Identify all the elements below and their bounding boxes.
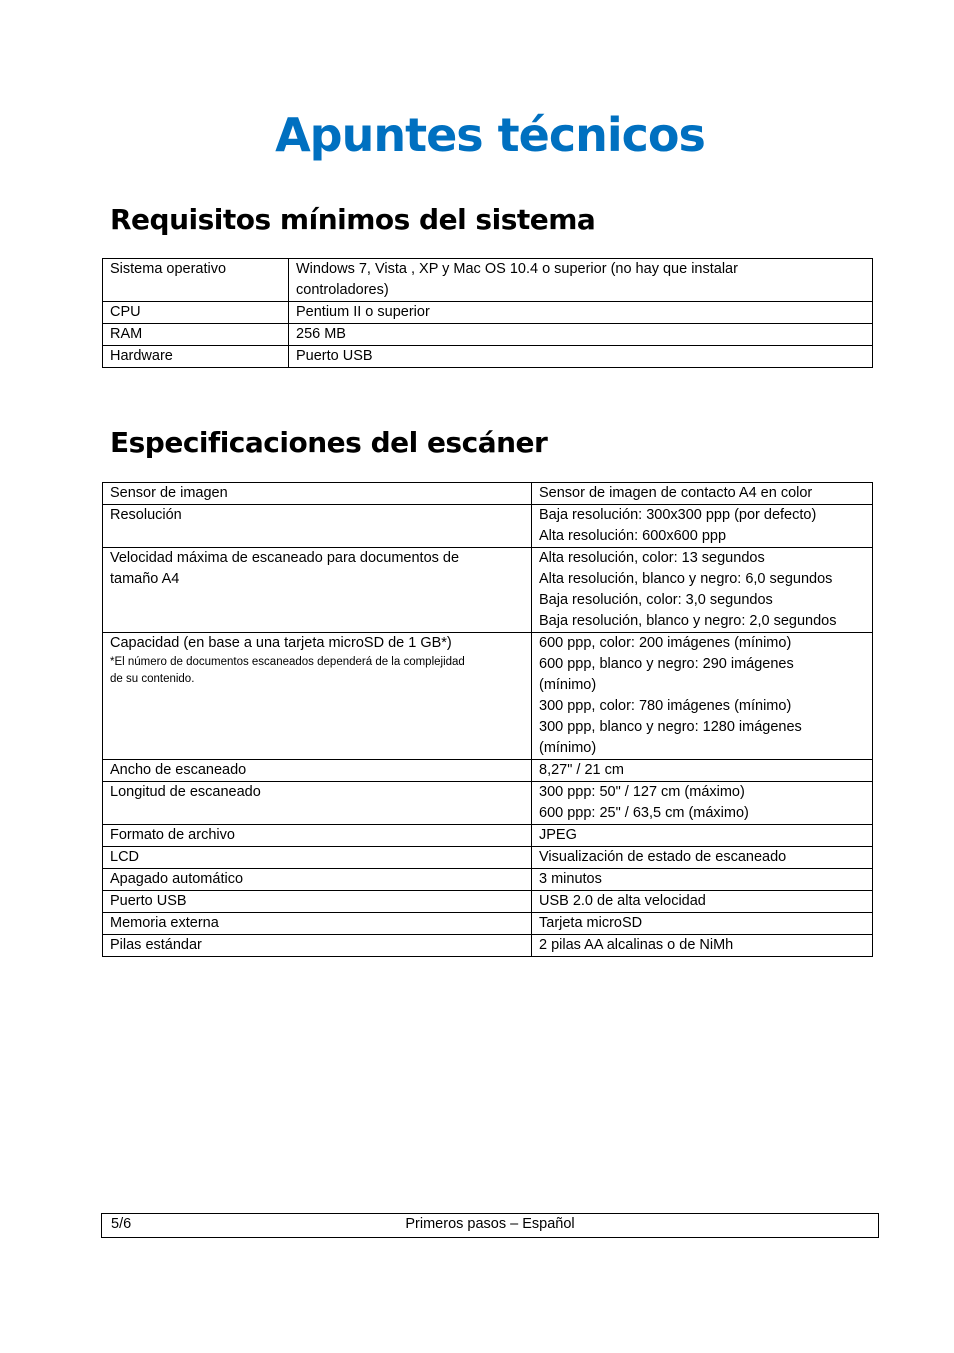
- value-line: 300 ppp, color: 780 imágenes (mínimo): [539, 698, 792, 714]
- row-label: [103, 847, 532, 869]
- label-line: Ancho de escaneado: [110, 762, 247, 778]
- row-label: [103, 891, 532, 913]
- page-number: 5/6: [111, 1216, 132, 1232]
- label-line: Longitud de escaneado: [110, 784, 261, 800]
- label-line: Formato de archivo: [110, 827, 235, 843]
- table-row: [103, 324, 873, 346]
- row-label: [103, 505, 532, 548]
- label-line: Puerto USB: [110, 893, 187, 909]
- row-label: [103, 782, 532, 825]
- label-line: Sensor de imagen: [110, 485, 228, 501]
- table-row: [103, 913, 873, 935]
- table-row: [103, 869, 873, 891]
- row-label: [103, 548, 532, 633]
- footnote-line: de su contenido.: [110, 673, 195, 685]
- page-footer: [101, 1213, 879, 1238]
- row-label: Hardware: [103, 346, 289, 368]
- requirements-table: [102, 258, 873, 368]
- value-line: Baja resolución, blanco y negro: 2,0 segundos: [539, 613, 837, 629]
- value-line: Baja resolución: 300x300 ppp (por defecto): [539, 507, 817, 523]
- row-label: [103, 825, 532, 847]
- row-label: CPU: [103, 302, 289, 324]
- value-line: Alta resolución, blanco y negro: 6,0 segundos: [539, 571, 833, 587]
- row-value: [532, 633, 873, 760]
- row-value: [289, 302, 873, 324]
- row-value: [532, 548, 873, 633]
- value-line: Visualización de estado de escaneado: [539, 849, 787, 865]
- row-value: [532, 505, 873, 548]
- value-line: Baja resolución, color: 3,0 segundos: [539, 592, 773, 608]
- table-row: [103, 847, 873, 869]
- row-value: [289, 324, 873, 346]
- label-line: Pilas estándar: [110, 937, 202, 953]
- label-line: Resolución: [110, 507, 182, 523]
- table-row: [103, 935, 873, 957]
- label-line: tamaño A4: [110, 571, 180, 587]
- row-value: [532, 782, 873, 825]
- table-row: [103, 760, 873, 782]
- value-line: Windows 7, Vista , XP y Mac OS 10.4 o superior (no hay que instalar: [296, 261, 738, 277]
- table-row: [103, 891, 873, 913]
- label-line: Capacidad (en base a una tarjeta microSD de 1 GB*): [110, 635, 452, 651]
- value-line: 600 ppp, blanco y negro: 290 imágenes: [539, 656, 794, 672]
- footnote-line: *El número de documentos escaneados dependerá de la complejidad: [110, 656, 465, 668]
- page-title: Apuntes técnicos: [275, 108, 705, 162]
- value-line: (mínimo): [539, 740, 597, 756]
- row-value: [532, 891, 873, 913]
- value-line: 3 minutos: [539, 871, 602, 887]
- row-value: [532, 869, 873, 891]
- footer-title: Primeros pasos – Español: [405, 1216, 575, 1232]
- row-label: [103, 633, 532, 760]
- value-line: 300 ppp: 50" / 127 cm (máximo): [539, 784, 745, 800]
- row-value: [532, 847, 873, 869]
- value-line: 256 MB: [296, 326, 346, 342]
- row-value: [532, 760, 873, 782]
- value-line: 8,27" / 21 cm: [539, 762, 624, 778]
- row-label: Sistema operativo: [103, 259, 289, 302]
- row-label: [103, 913, 532, 935]
- row-value: [532, 935, 873, 957]
- row-value: [289, 259, 873, 302]
- row-label: [103, 483, 532, 505]
- value-line: Sensor de imagen de contacto A4 en color: [539, 485, 813, 501]
- value-line: 600 ppp: 25" / 63,5 cm (máximo): [539, 805, 749, 821]
- row-value: [532, 913, 873, 935]
- value-line: 600 ppp, color: 200 imágenes (mínimo): [539, 635, 792, 651]
- label-line: Apagado automático: [110, 871, 244, 887]
- value-line: (mínimo): [539, 677, 597, 693]
- specs-table: [102, 482, 873, 957]
- value-line: Alta resolución, color: 13 segundos: [539, 550, 765, 566]
- table-row: [103, 483, 873, 505]
- row-value: [289, 346, 873, 368]
- value-line: Alta resolución: 600x600 ppp: [539, 528, 727, 544]
- row-label: RAM: [103, 324, 289, 346]
- table-row: [103, 825, 873, 847]
- label-line: Velocidad máxima de escaneado para documentos de: [110, 550, 460, 566]
- table-row: [103, 346, 873, 368]
- value-line: USB 2.0 de alta velocidad: [539, 893, 706, 909]
- table-row: [103, 302, 873, 324]
- requirements-heading: Requisitos mínimos del sistema: [110, 203, 596, 236]
- row-label: [103, 760, 532, 782]
- value-line: controladores): [296, 282, 389, 298]
- value-line: Pentium II o superior: [296, 304, 430, 320]
- table-row: [103, 633, 873, 760]
- value-line: Tarjeta microSD: [539, 915, 643, 931]
- row-value: [532, 825, 873, 847]
- value-line: Puerto USB: [296, 348, 373, 364]
- table-row: [103, 548, 873, 633]
- row-label: [103, 935, 532, 957]
- value-line: JPEG: [539, 827, 577, 843]
- label-line: LCD: [110, 849, 140, 865]
- table-row: [103, 782, 873, 825]
- row-label: [103, 869, 532, 891]
- table-row: [103, 259, 873, 302]
- value-line: 2 pilas AA alcalinas o de NiMh: [539, 937, 734, 953]
- row-value: [532, 483, 873, 505]
- table-row: [103, 505, 873, 548]
- specs-heading: Especificaciones del escáner: [110, 426, 548, 459]
- value-line: 300 ppp, blanco y negro: 1280 imágenes: [539, 719, 802, 735]
- label-line: Memoria externa: [110, 915, 219, 931]
